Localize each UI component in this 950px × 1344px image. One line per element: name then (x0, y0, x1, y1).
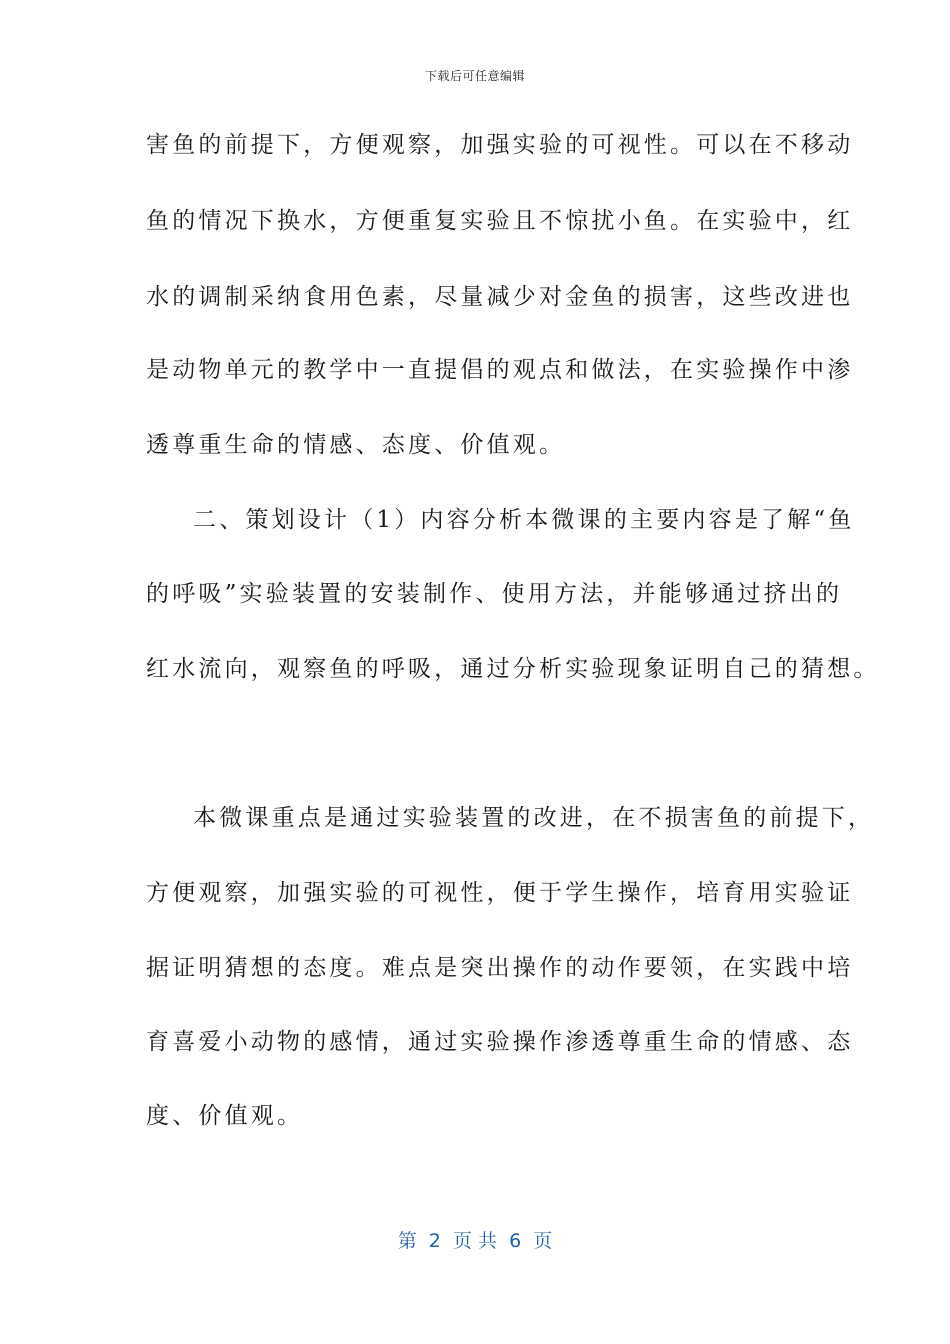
paragraph-line: 害鱼的前提下，方便观察，加强实验的可视性。可以在不移动 (146, 132, 854, 158)
page-number-footer (0, 1226, 950, 1253)
paragraph-line: 水的调制采纳食用色素，尽量减少对金鱼的损害，这些改进也 (146, 284, 854, 310)
paragraph-line: 的呼吸”实验装置的安装制作、使用方法，并能够通过挤出的 (146, 581, 843, 607)
paragraph-line: 红水流向，观察鱼的呼吸，通过分析实验现象证明自己的猜想。 (146, 656, 880, 682)
paragraph-line: 据证明猜想的态度。难点是突出操作的动作要领，在实践中培 (146, 955, 854, 981)
paragraph-line: 是动物单元的教学中一直提倡的观点和做法，在实验操作中渗 (146, 357, 854, 383)
paragraph-line: 鱼的情况下换水，方便重复实验且不惊扰小鱼。在实验中，红 (146, 208, 854, 234)
paragraph-line: 二、策划设计（1）内容分析本微课的主要内容是了解“鱼 (193, 507, 855, 533)
paragraph-line: 育喜爱小动物的感情，通过实验操作渗透尊重生命的情感、态 (146, 1029, 854, 1055)
paragraph-line: 方便观察，加强实验的可视性，便于学生操作，培育用实验证 (146, 880, 854, 906)
paragraph-line: 本微课重点是通过实验装置的改进，在不损害鱼的前提下， (193, 805, 875, 831)
page-number-text: 第 2 页 共 6 页 (397, 1230, 553, 1252)
page-header: 下载后可任意编辑 (424, 69, 525, 83)
paragraph-line: 度、价值观。 (146, 1103, 304, 1129)
paragraph-line: 透尊重生命的情感、态度、价值观。 (146, 432, 566, 458)
